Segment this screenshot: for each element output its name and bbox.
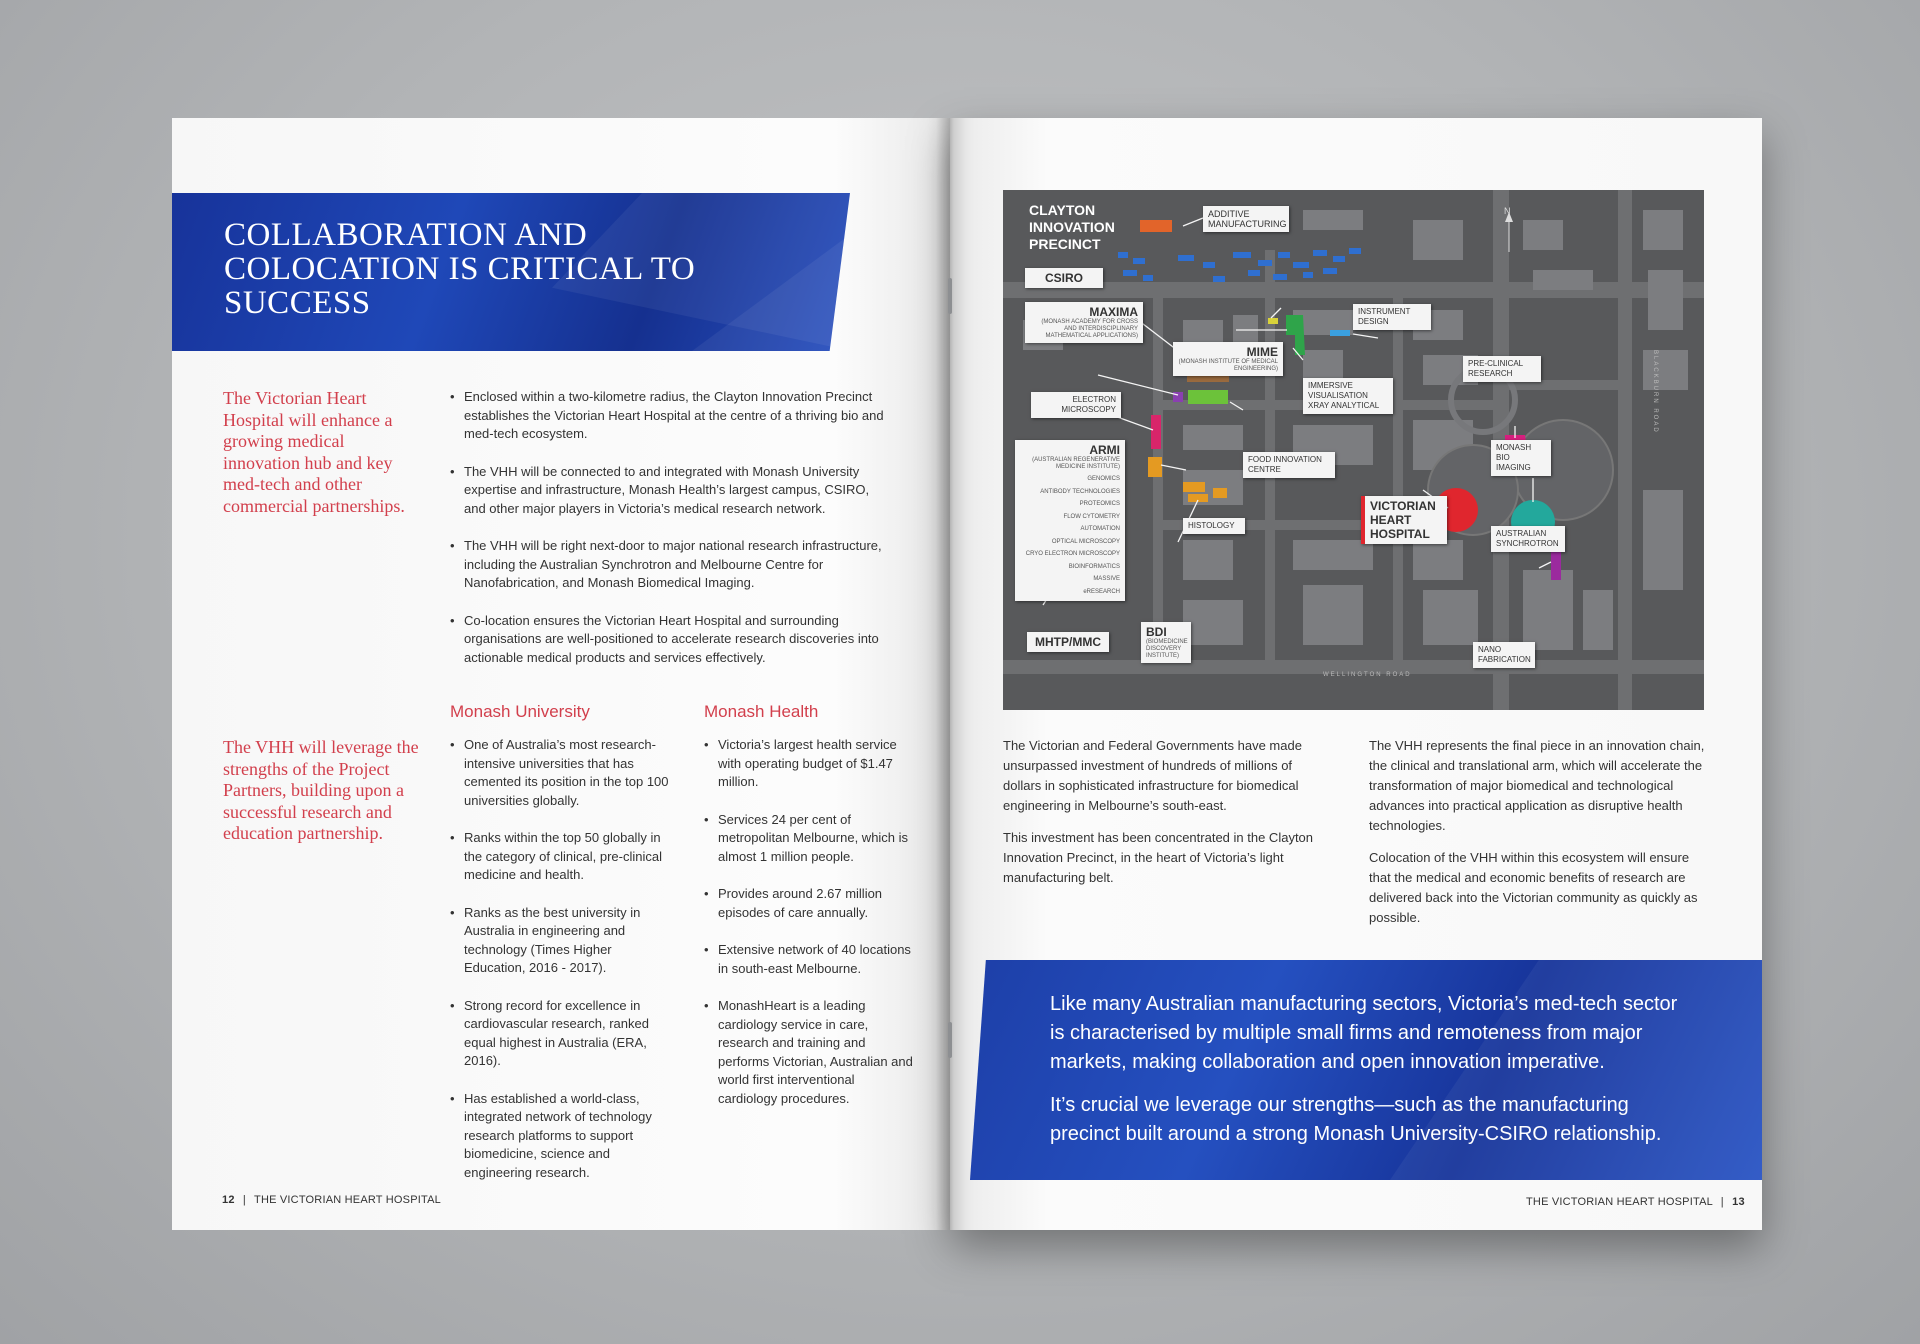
paragraph: The VHH represents the final piece in an innovation chain, the clinical and translational arm, which will accelerate the transformation of major biomedical and technological advances into practical application as disruptive health technologies. — [1369, 738, 1705, 833]
list-item: • MonashHeart is a leading cardiology service in care, research and training and performs Victorian, Australian and world first interventional cardiology procedures. — [704, 997, 914, 1108]
monash-health-list — [704, 736, 914, 1127]
list-item: • Services 24 per cent of metropolitan Melbourne, which is almost 1 million people. — [704, 811, 914, 867]
electron-microscopy-label: ELECTRON MICROSCOPY — [1031, 392, 1121, 418]
list-item: • Strong record for excellence in cardiovascular research, ranked equal highest in Australia (ERA, 2016). — [450, 997, 676, 1071]
mhtp-mmc-label: MHTP/MMC — [1027, 632, 1109, 652]
immersive-visualisation-label: IMMERSIVE VISUALISATION XRAY ANALYTICAL — [1303, 378, 1393, 414]
road-label-blackburn: BLACKBURN ROAD — [1652, 350, 1658, 434]
staple-top — [948, 278, 952, 314]
right-footer: THE VICTORIAN HEART HOSPITAL | 13 — [1526, 1196, 1745, 1208]
csiro-label: CSIRO — [1025, 268, 1103, 288]
bdi-label: BDI (BIOMEDICINE DISCOVERY INSTITUTE) — [1141, 622, 1191, 663]
staple-bottom — [948, 1022, 952, 1058]
page-heading: COLLABORATION AND COLOCATION IS CRITICAL TO SUCCESS — [224, 217, 696, 321]
australian-synchrotron-label: AUSTRALIAN SYNCHROTRON — [1491, 526, 1565, 552]
food-innovation-centre-label: FOOD INNOVATION CENTRE — [1243, 452, 1335, 478]
list-item: • Enclosed within a two-kilometre radius, the Clayton Innovation Precinct establishes the Victorian Heart Hospital at the centre of a thriving bio and med-tech ecosystem. — [450, 388, 890, 444]
list-item: • One of Australia’s most research-intensive universities that has cemented its position in the top 100 universities globally. — [450, 736, 676, 810]
footer-title: THE VICTORIAN HEART HOSPITAL — [1526, 1196, 1713, 1208]
paragraph: This investment has been concentrated in the Clayton Innovation Precinct, in the heart of Victoria’s light manufacturing belt. — [1003, 830, 1314, 885]
page-number: 12 — [222, 1194, 235, 1206]
list-item: • The VHH will be connected to and integrated with Monash University expertise and infrastructure, Monash Health’s largest campus, CSIRO, and other major players in Victoria’s medical research network. — [450, 463, 890, 519]
list-item: • Victoria’s largest health service with operating budget of $1.47 million. — [704, 736, 914, 792]
list-item: • Extensive network of 40 locations in south-east Melbourne. — [704, 941, 914, 978]
paragraph: Colocation of the VHH within this ecosystem will ensure that the medical and economic benefits of research are delivered back into the Victorian community as quickly as possible. — [1369, 850, 1698, 925]
precinct-map — [1003, 190, 1704, 710]
monash-university-heading: Monash University — [450, 702, 590, 721]
monash-university-list — [450, 736, 676, 1201]
paragraph: The Victorian and Federal Governments have made unsurpassed investment of hundreds of millions of dollars in sophisticated infrastructure for biomedical engineering in Melbourne’s south-east. — [1003, 738, 1302, 813]
maxima-label: MAXIMA (MONASH ACADEMY FOR CROSS AND INTERDISCIPLINARY MATHEMATICAL APPLICATIONS) — [1025, 302, 1143, 343]
right-column-2 — [1369, 736, 1709, 940]
instrument-design-label: INSTRUMENT DESIGN — [1353, 304, 1431, 330]
footer-title: THE VICTORIAN HEART HOSPITAL — [254, 1194, 441, 1206]
pre-clinical-research-label: PRE-CLINICAL RESEARCH — [1463, 356, 1541, 382]
mime-label: MIME (MONASH INSTITUTE OF MEDICAL ENGINEERING) — [1173, 342, 1283, 376]
list-item: • Ranks within the top 50 globally in the category of clinical, pre-clinical medicine and health. — [450, 829, 676, 885]
victorian-heart-hospital-label: VICTORIAN HEART HOSPITAL — [1361, 496, 1447, 544]
additive-manufacturing-label: ADDITIVE MANUFACTURING — [1203, 206, 1289, 232]
list-item: • Has established a world-class, integrated network of technology research platforms to support biomedicine, science and engineering research. — [450, 1090, 676, 1183]
road-label-wellington: WELLINGTON ROAD — [1323, 672, 1412, 678]
callout-paragraph: Like many Australian manufacturing sectors, Victoria’s med-tech sector is characterised by multiple small firms and remoteness from major markets, making collaboration and open innovation imperative. — [1050, 993, 1678, 1073]
pull-quote-2: The VHH will leverage the strengths of the Project Partners, building upon a successful research and education partnership. — [223, 737, 419, 844]
list-item: • The VHH will be right next-door to major national research infrastructure, including the Australian Synchrotron and Melbourne Centre for Nanofabrication, and Monash Biomedical Imaging. — [450, 537, 890, 593]
right-column-1 — [1003, 736, 1333, 900]
armi-platform-list: GENOMICS ANTIBODY TECHNOLOGIES PROTEOMICS FLOW CYTOMETRY AUTOMATION OPTICAL MICROSCOPY CRYO ELECTRON MICROSCOPY BIOINFORMATICS MASSIVE eRESEARCH — [1025, 476, 1120, 595]
list-item: • Co-location ensures the Victorian Heart Hospital and surrounding organisations are well-positioned to accelerate research discoveries into actionable medical products and services effectively. — [450, 612, 890, 668]
list-item: • Ranks as the best university in Australia in engineering and technology (Times Higher Education, 2016 - 2017). — [450, 904, 676, 978]
pull-quote-1: The Victorian Heart Hospital will enhance a growing medical innovation hub and key med-tech and other commercial partnerships. — [223, 388, 405, 516]
callout-text — [1050, 990, 1690, 1163]
north-indicator: N — [1504, 206, 1511, 216]
left-footer: 12 | THE VICTORIAN HEART HOSPITAL — [222, 1194, 441, 1206]
monash-bio-imaging-label: MONASH BIO IMAGING — [1491, 440, 1551, 476]
intro-bullet-list — [450, 388, 890, 686]
map-title: CLAYTON INNOVATION PRECINCT — [1029, 202, 1115, 252]
page-number: 13 — [1732, 1196, 1745, 1208]
histology-label: HISTOLOGY — [1183, 518, 1245, 534]
nano-fabrication-label: NANO FABRICATION — [1473, 642, 1535, 668]
list-item: • Provides around 2.67 million episodes of care annually. — [704, 885, 914, 922]
armi-label: ARMI (AUSTRALIAN REGENERATIVE MEDICINE INSTITUTE) GENOMICS ANTIBODY TECHNOLOGIES PROTEOMICS FLOW CYTOMETRY AUTOMATION OPTICAL MICROSCOPY CRYO ELECTRON MICROSCOPY BIOINFORMATICS MASSIVE eRESEARCH — [1015, 440, 1125, 601]
monash-health-heading: Monash Health — [704, 702, 819, 721]
callout-paragraph: It’s crucial we leverage our strengths—such as the manufacturing precinct built around a strong Monash University-CSIRO relationship. — [1050, 1094, 1662, 1145]
